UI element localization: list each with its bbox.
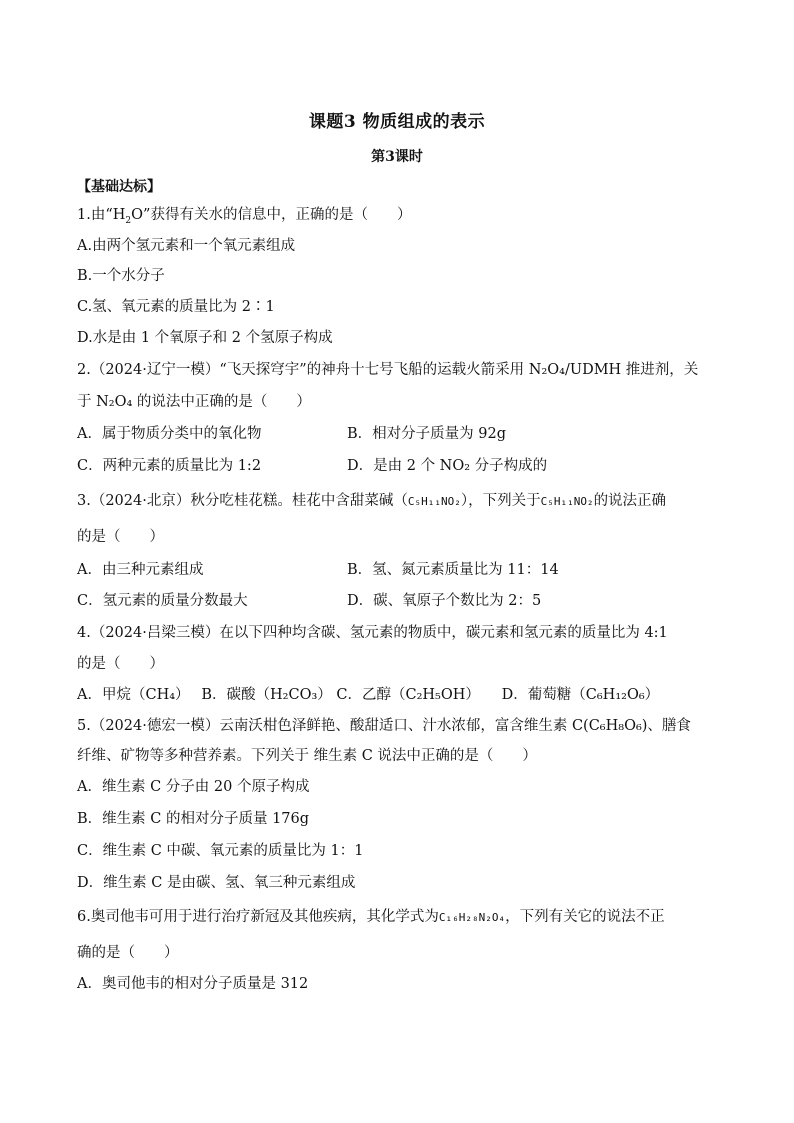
page-title: 课题3 物质组成的表示 bbox=[308, 112, 486, 132]
q1-stem: 1.由“$H_2O$”获得有关水的信息中，正确的是（ ） bbox=[77, 207, 412, 226]
section-heading: 【基础达标】 bbox=[77, 179, 161, 195]
q2-option-a: A．属于物质分类中的氧化物 bbox=[77, 426, 262, 442]
q3-option-a: A．由三种元素组成 bbox=[77, 562, 204, 578]
q2-stem-line1: 2.（2024·辽宁一模）“飞天探穹宇”的神舟十七号飞船的运载火箭采用 N₂O₄/UDMH 推进剂，关 bbox=[77, 362, 699, 378]
q5-option-a: A．维生素 C 分子由 20 个原子构成 bbox=[77, 779, 310, 795]
q2-option-d: D．是由 2 个 NO₂ 分子构成的 bbox=[347, 458, 548, 474]
q5-option-b: B．维生素 C 的相对分子质量 176g bbox=[77, 811, 310, 827]
q4-stem-line2: 的是（ ） bbox=[77, 656, 164, 672]
q1-option-a: A.由两个氢元素和一个氧元素组成 bbox=[77, 238, 296, 254]
q1-option-d: D.水是由 1 个氧原子和 2 个氢原子构成 bbox=[77, 330, 333, 346]
q1-option-b: B.一个水分子 bbox=[77, 268, 165, 284]
q4-options: A．甲烷（CH₄） B．碳酸（H₂CO₃） C．乙醇（C₂H₅OH） D．葡萄糖（C₆H₁₂O₆） bbox=[77, 687, 660, 703]
q3-stem-line2: 的是（ ） bbox=[77, 529, 164, 545]
q4-stem-line1: 4.（2024·吕梁三模）在以下四种均含碳、氢元素的物质中，碳元素和氢元素的质量比为 4:1 bbox=[77, 625, 668, 641]
q3-stem-line1: 3.（2024·北京）秋分吃桂花糕。桂花中含甜菜碱（C₅H₁₁NO₂），下列关于C₅H₁₁NO₂的说法正确 bbox=[77, 493, 667, 509]
q5-option-d: D．维生素 C 是由碳、氢、氧三种元素组成 bbox=[77, 875, 356, 891]
lesson-subtitle: 第3课时 bbox=[371, 149, 423, 165]
q3-option-c: C．氢元素的质量分数最大 bbox=[77, 593, 248, 609]
q2-option-b: B．相对分子质量为 92g bbox=[347, 426, 506, 442]
q3-option-d: D．碳、氧原子个数比为 2：5 bbox=[347, 593, 542, 609]
q5-option-c: C．维生素 C 中碳、氧元素的质量比为 1：1 bbox=[77, 843, 364, 859]
q5-stem-line2: 纤维、矿物等多种营养素。下列关于 维生素 C 说法中正确的是（ ） bbox=[77, 748, 537, 764]
q6-option-a: A．奥司他韦的相对分子质量是 312 bbox=[77, 976, 309, 992]
q2-stem-line2: 于 N₂O₄ 的说法中正确的是（ ） bbox=[77, 394, 311, 410]
q3-option-b: B．氢、氮元素质量比为 11：14 bbox=[347, 562, 559, 578]
q1-option-c: C.氢、氧元素的质量比为 2∶1 bbox=[77, 299, 275, 315]
q6-stem-line1: 6.奥司他韦可用于进行治疗新冠及其他疾病，其化学式为C₁₆H₂₈N₂O₄，下列有关它的说法不正 bbox=[77, 909, 665, 925]
q2-option-c: C．两种元素的质量比为 1:2 bbox=[77, 458, 262, 474]
q6-stem-line2: 确的是（ ） bbox=[77, 945, 179, 961]
q5-stem-line1: 5.（2024·德宏一模）云南沃柑色泽鲜艳、酸甜适口、汁水浓郁，富含维生素 C(C₆H₈O₆)、膳食 bbox=[77, 718, 691, 734]
